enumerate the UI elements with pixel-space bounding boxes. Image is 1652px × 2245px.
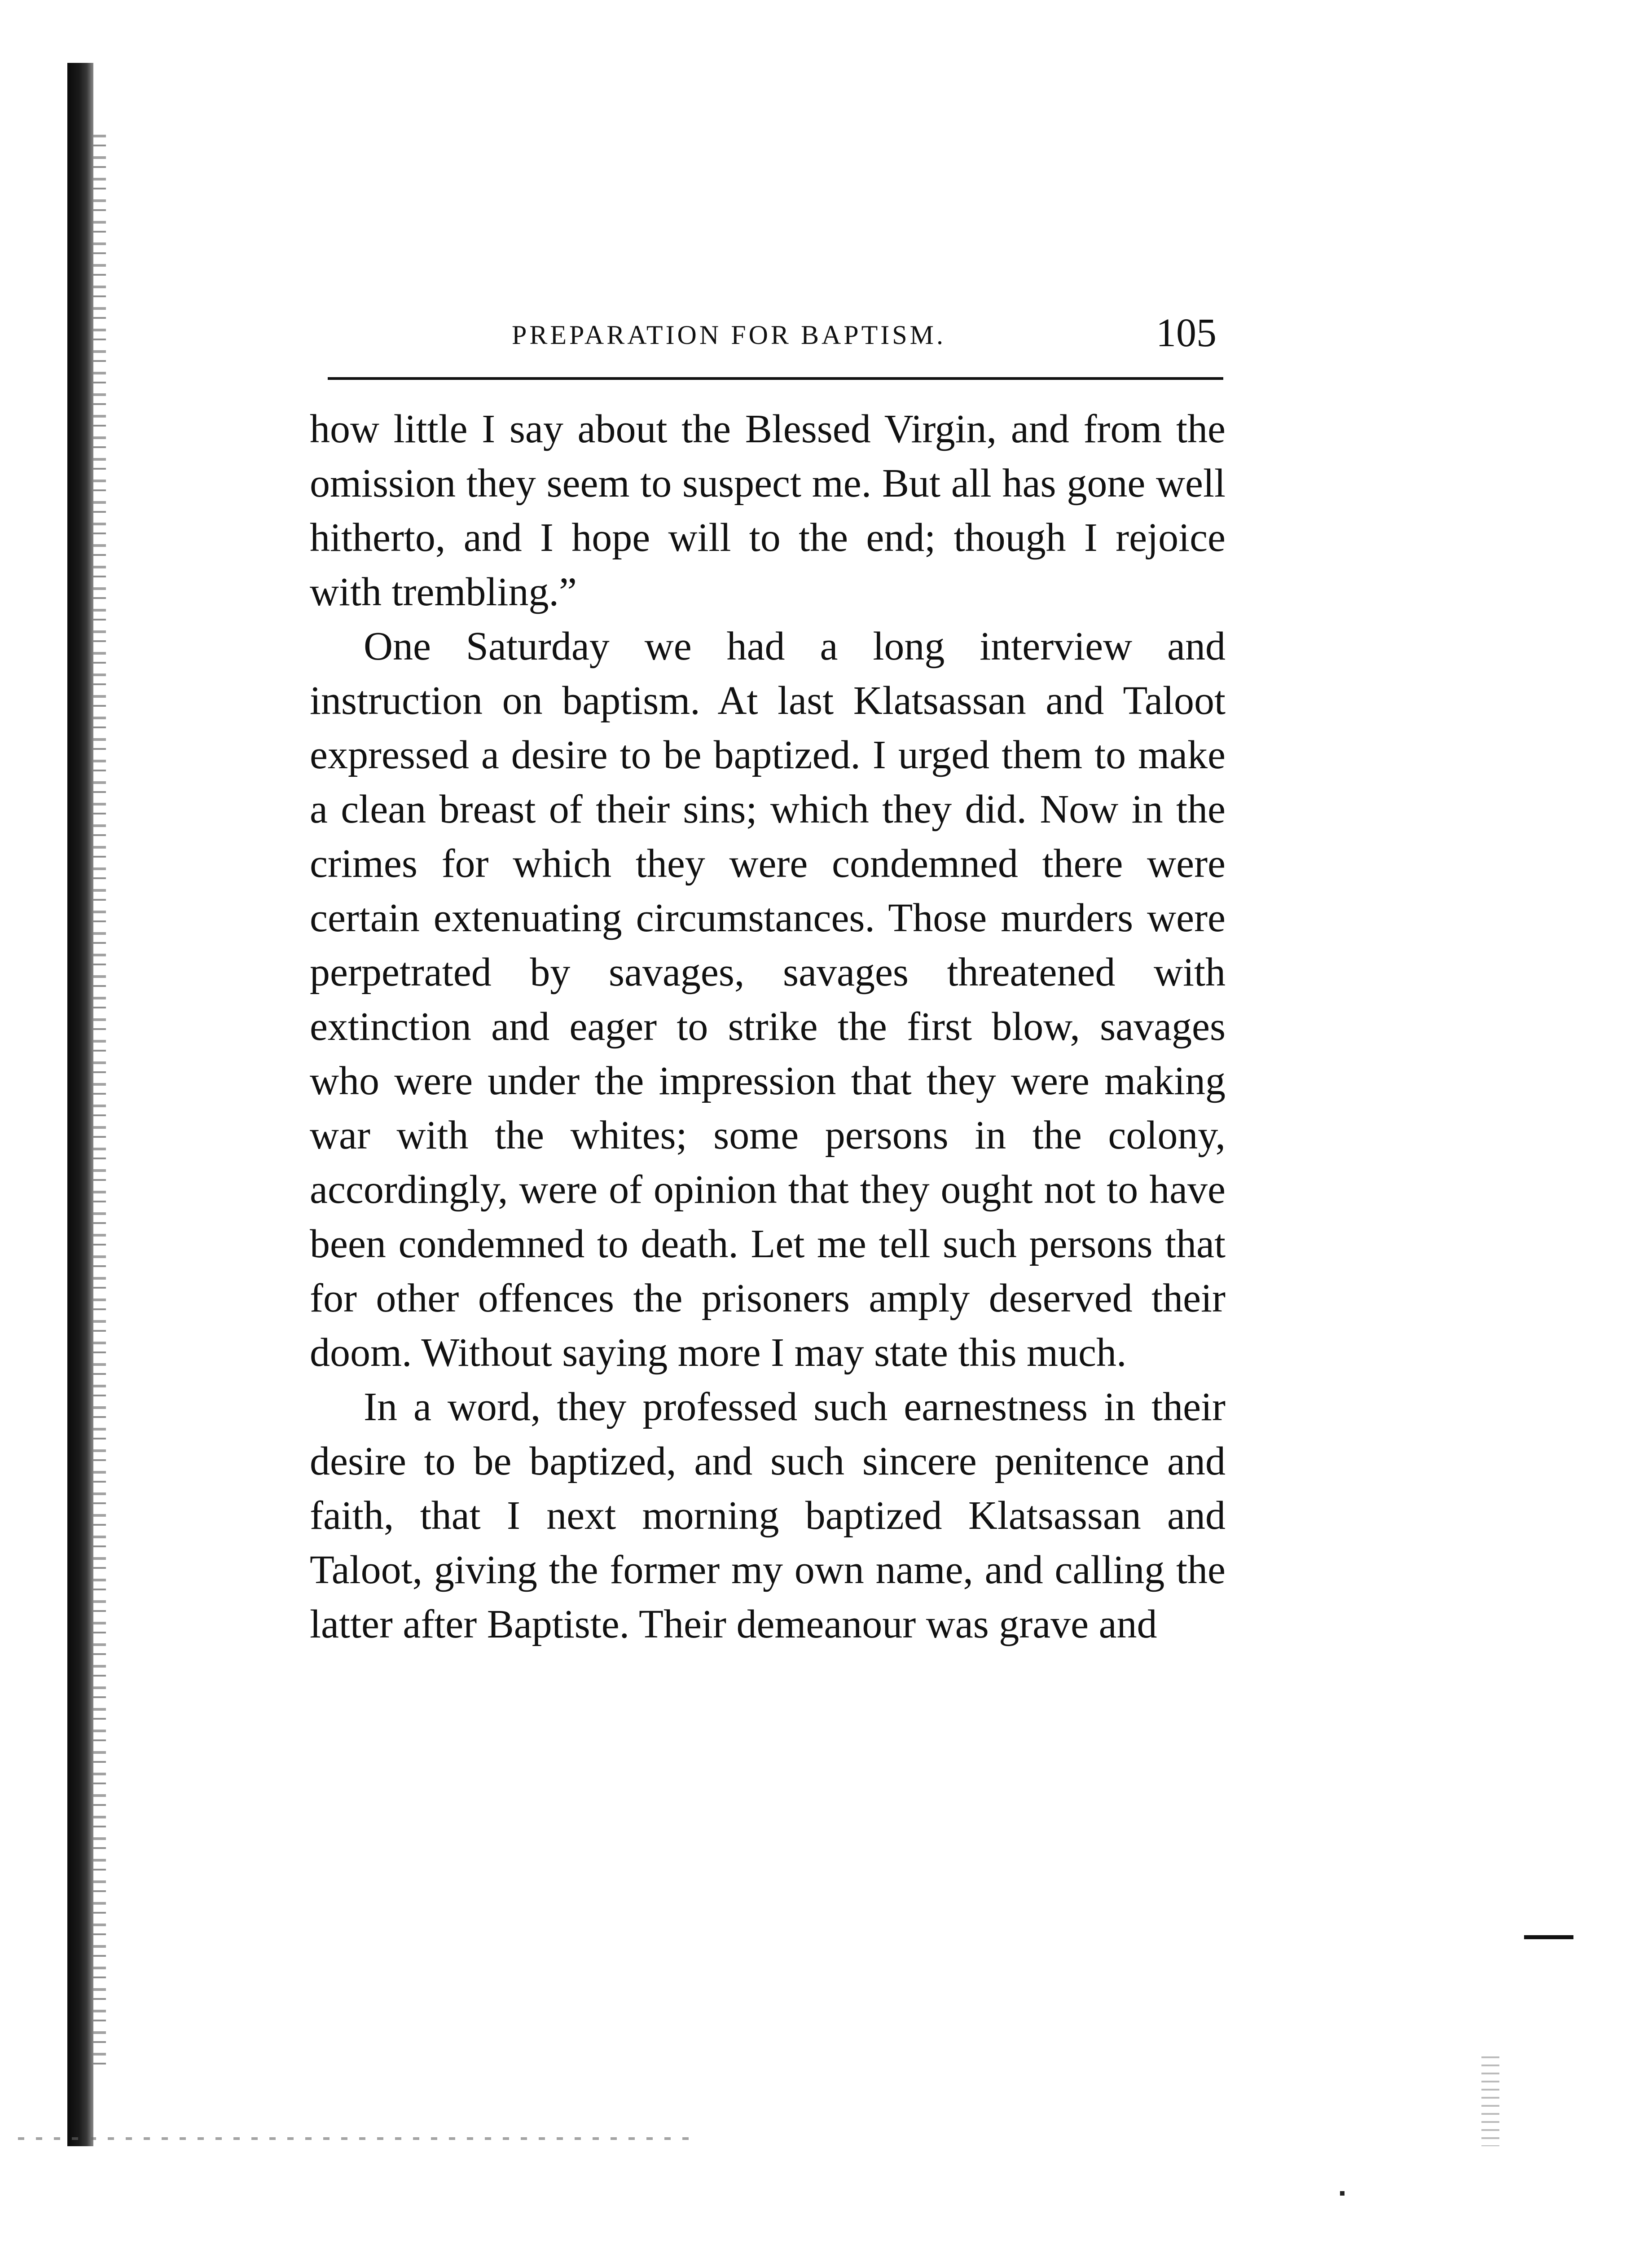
paragraph: In a word, they professed such earnestness in their desire to be baptized, and such sincere penitence and faith, that I next morning baptized Klatsassan and Taloot, giving the former my own name, and calling the latter after Baptiste. Their demeanour was grave and bbox=[310, 1385, 1226, 1646]
binding-edge-shadow bbox=[67, 63, 93, 2146]
paragraph-continued: how little I say about the Blessed Virgin, and from the omission they seem to suspect me. But all has gone well hitherto, and I hope will to the end; though I rejoice with trembling.” bbox=[310, 407, 1226, 614]
scan-artifact-dot bbox=[1340, 2191, 1344, 2196]
scan-artifact-right-speck bbox=[1481, 2056, 1499, 2146]
running-title: PREPARATION FOR BAPTISM. bbox=[512, 320, 946, 350]
header-rule bbox=[328, 377, 1223, 380]
page-header bbox=[310, 310, 1226, 364]
binding-edge-speckle bbox=[93, 135, 106, 2065]
scan-artifact-right-mark bbox=[1524, 1935, 1573, 1939]
page-number: 105 bbox=[1156, 311, 1217, 355]
paragraph: One Saturday we had a long interview and instruction on baptism. At last Klatsassan and Taloot expressed a desire to be baptized. I urged them to make a clean breast of their sins; which they did. Now in the crimes for which they were condemned there were certain extenuating circumstances. Those murders were perpetrated by savages, savages threatened with extinction and eager to strike the first blow, savages who were under the impression that they were making war with the whites; some persons in the colony, accordingly, were of opinion that they ought not to have been condemned to death. Let me tell such persons that for other offences the prisoners amply deserved their doom. Without saying more I may state this much. bbox=[310, 624, 1226, 1375]
scan-artifact-bottom bbox=[18, 2137, 691, 2140]
body-text bbox=[310, 402, 1226, 1651]
